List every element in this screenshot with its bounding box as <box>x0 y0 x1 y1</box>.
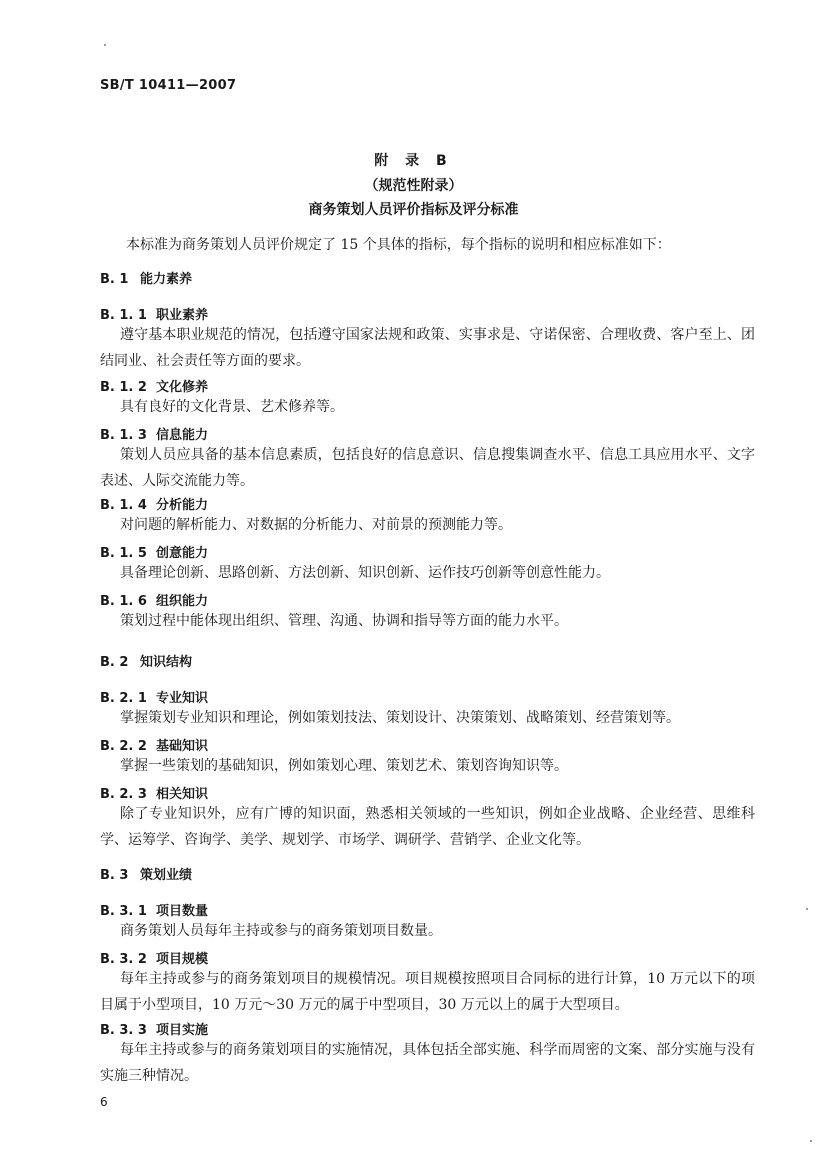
standard-number: SB/T 10411—2007 <box>100 78 237 93</box>
appendix-title: 附 录 B <box>374 153 453 169</box>
subsection-title: 创意能力 <box>156 546 209 561</box>
subsection-heading <box>100 304 208 323</box>
intro-paragraph: 本标准为商务策划人员评价规定了 15 个具体的指标，每个指标的说明和相应标准如下： <box>126 237 671 253</box>
subsection-text: 具备理论创新、思路创新、方法创新、知识创新、运作技巧创新等创意性能力。 <box>120 565 610 581</box>
subsection-title: 组织能力 <box>156 594 209 609</box>
subsection-text: 具有良好的文化背景、艺术修养等。 <box>120 399 344 415</box>
subsection-text: 掌握一些策划的基础知识，例如策划心理、策划艺术、策划咨询知识等。 <box>120 758 568 774</box>
subsection-heading <box>100 1019 208 1038</box>
subsection-text: 策划过程中能体现出组织、管理、沟通、协调和指导等方面的能力水平。 <box>120 613 568 629</box>
section-heading-b1 <box>100 268 192 287</box>
subsection-number: B. 1. 5 <box>100 546 147 561</box>
subsection-heading <box>100 542 208 561</box>
subsection-number: B. 3. 1 <box>100 904 147 919</box>
subsection-text: 策划人员应具备的基本信息素质，包括良好的信息意识、信息搜集调查水平、信息工具应用水平、文字表述、人际交流能力等。 <box>100 447 755 489</box>
subsection-heading <box>100 735 208 754</box>
subsection-heading <box>100 783 208 802</box>
subsection-text: 每年主持或参与的商务策划项目的实施情况，具体包括全部实施、科学而周密的文案、部分实施与没有实施三种情况。 <box>100 1042 755 1084</box>
subsection-title: 信息能力 <box>156 428 209 443</box>
subsection-text: 除了专业知识外，应有广博的知识面，熟悉相关领域的一些知识，例如企业战略、企业经营、思维科学、运筹学、咨询学、美学、规划学、市场学、调研学、营销学、企业文化等。 <box>100 806 755 848</box>
subsection-number: B. 2. 1 <box>100 691 147 706</box>
section-title: 策划业绩 <box>140 868 193 883</box>
subsection-title: 分析能力 <box>156 498 209 513</box>
subsection-number: B. 1. 3 <box>100 428 147 443</box>
subsection-heading <box>100 424 208 443</box>
section-number: B. 1 <box>100 272 129 287</box>
scan-speck <box>806 908 808 910</box>
subsection-text: 掌握策划专业知识和理论，例如策划技法、策划设计、决策策划、战略策划、经营策划等。 <box>120 710 680 726</box>
subsection-heading <box>100 687 208 706</box>
appendix-subtitle: （规范性附录） <box>364 178 463 194</box>
subsection-number: B. 3. 2 <box>100 952 147 967</box>
subsection-number: B. 1. 6 <box>100 594 147 609</box>
subsection-number: B. 3. 3 <box>100 1023 147 1038</box>
subsection-title: 项目实施 <box>156 1023 209 1038</box>
section-number: B. 2 <box>100 655 129 670</box>
subsection-text: 对问题的解析能力、对数据的分析能力、对前景的预测能力等。 <box>120 517 512 533</box>
subsection-number: B. 1. 1 <box>100 308 147 323</box>
subsection-number: B. 1. 2 <box>100 380 147 395</box>
subsection-text: 每年主持或参与的商务策划项目的规模情况。项目规模按照项目合同标的进行计算，10 万元以下的项目属于小型项目，10 万元～30 万元的属于中型项目，30 万元以上的属于大型项目。 <box>100 971 755 1013</box>
section-heading-b3 <box>100 864 192 883</box>
appendix-name: 商务策划人员评价指标及评分标准 <box>308 202 519 218</box>
subsection-text: 商务策划人员每年主持或参与的商务策划项目数量。 <box>120 923 442 939</box>
scan-speck <box>104 44 106 46</box>
subsection-title: 项目数量 <box>156 904 209 919</box>
subsection-heading <box>100 494 208 513</box>
subsection-title: 专业知识 <box>156 691 209 706</box>
subsection-heading <box>100 948 208 967</box>
subsection-title: 职业素养 <box>156 308 209 323</box>
section-title: 知识结构 <box>140 655 193 670</box>
page-number: 6 <box>100 1095 108 1109</box>
scan-speck <box>810 1140 812 1142</box>
subsection-title: 基础知识 <box>156 739 209 754</box>
subsection-heading <box>100 900 208 919</box>
subsection-number: B. 2. 2 <box>100 739 147 754</box>
subsection-title: 相关知识 <box>156 787 209 802</box>
subsection-heading <box>100 590 208 609</box>
subsection-title: 项目规模 <box>156 952 209 967</box>
section-heading-b2 <box>100 651 192 670</box>
subsection-number: B. 1. 4 <box>100 498 147 513</box>
subsection-number: B. 2. 3 <box>100 787 147 802</box>
subsection-text: 遵守基本职业规范的情况，包括遵守国家法规和政策、实事求是、守诺保密、合理收费、客户至上、团结同业、社会责任等方面的要求。 <box>100 327 755 369</box>
subsection-heading <box>100 376 208 395</box>
section-title: 能力素养 <box>140 272 193 287</box>
subsection-title: 文化修养 <box>156 380 209 395</box>
section-number: B. 3 <box>100 868 129 883</box>
